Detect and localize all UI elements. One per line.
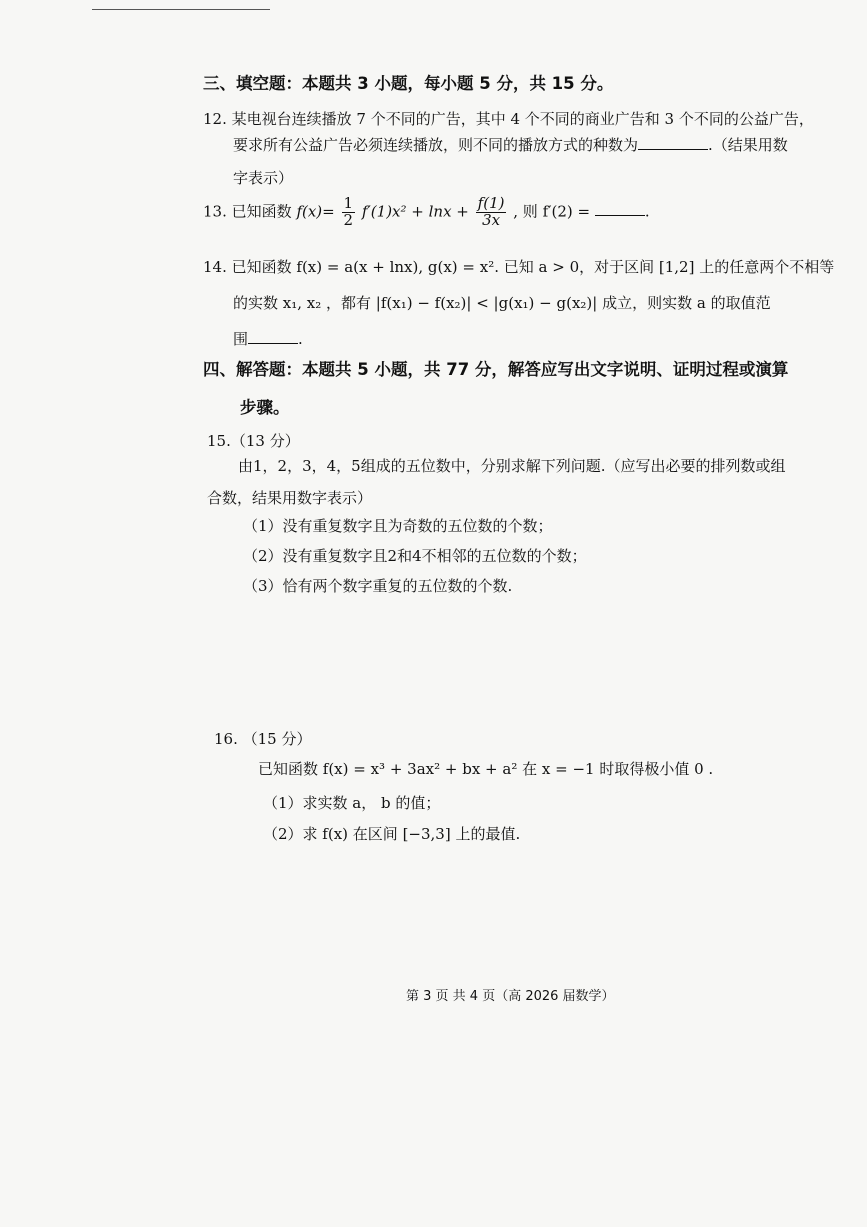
question-13: 13. 已知函数 f(x)= $\frac{1}{2}$ f′(1)x² + lnx + $\frac{f(1)}{3x}$ , 则 f′(2) = . bbox=[203, 194, 650, 229]
question-12-line2: 要求所有公益广告必须连续播放，则不同的播放方式的种数为 .（结果用数 bbox=[233, 136, 788, 154]
question-15-intro-line1: 由1，2，3，4，5组成的五位数中，分别求解下列问题.（应写出必要的排列数或组 bbox=[238, 457, 786, 475]
question-15-part1: （1）没有重复数字且为奇数的五位数的个数； bbox=[243, 517, 553, 535]
question-12-line1: 12. 某电视台连续播放 7 个不同的广告，其中 4 个不同的商业广告和 3 个不同的公益广告， bbox=[203, 110, 814, 128]
question-15-part2: （2）没有重复数字且2和4不相邻的五位数的个数； bbox=[243, 547, 587, 565]
section-4-heading-line1: 四、解答题：本题共 5 小题，共 77 分，解答应写出文字说明、证明过程或演算 bbox=[203, 360, 789, 379]
question-16-part2: （2）求 f(x) 在区间 [−3,3] 上的最值. bbox=[263, 825, 521, 843]
question-12-line3: 字表示） bbox=[233, 169, 294, 187]
question-16-header: 16. （15 分） bbox=[214, 730, 312, 748]
question-16-intro: 已知函数 f(x) = x³ + 3ax² + bx + a² 在 x = −1 时取得极小值 0 . bbox=[258, 760, 714, 778]
page-footer: 第 3 页 共 4 页（高 2026 届数学） bbox=[406, 989, 615, 1004]
question-15-part3: （3）恰有两个数字重复的五位数的个数. bbox=[243, 577, 513, 595]
question-14-line3: 围 . bbox=[233, 330, 303, 348]
question-15-header: 15.（13 分） bbox=[207, 432, 300, 450]
fraction-f1-over-3x: $\frac{f(1)}{3x}$ bbox=[477, 194, 505, 229]
question-14-line2: 的实数 x₁, x₂ ，都有 |f(x₁) − f(x₂)| < |g(x₁) − g(x₂)| 成立，则实数 a 的取值范 bbox=[233, 294, 771, 312]
top-rule bbox=[92, 9, 270, 10]
fraction-one-half: $\frac{1}{2}$ bbox=[343, 194, 354, 229]
answer-blank-12 bbox=[638, 135, 708, 150]
section-3-heading: 三、填空题：本题共 3 小题，每小题 5 分，共 15 分。 bbox=[203, 74, 614, 93]
question-14-line1: 14. 已知函数 f(x) = a(x + lnx), g(x) = x². 已知 a > 0，对于区间 [1,2] 上的任意两个不相等 bbox=[203, 258, 835, 276]
answer-blank-14 bbox=[248, 329, 298, 344]
answer-blank-13 bbox=[595, 201, 645, 216]
question-15-intro-line2: 合数，结果用数字表示） bbox=[207, 489, 373, 507]
question-16-part1: （1）求实数 a， b 的值； bbox=[263, 794, 441, 812]
section-4-heading-line2: 步骤。 bbox=[240, 398, 290, 417]
